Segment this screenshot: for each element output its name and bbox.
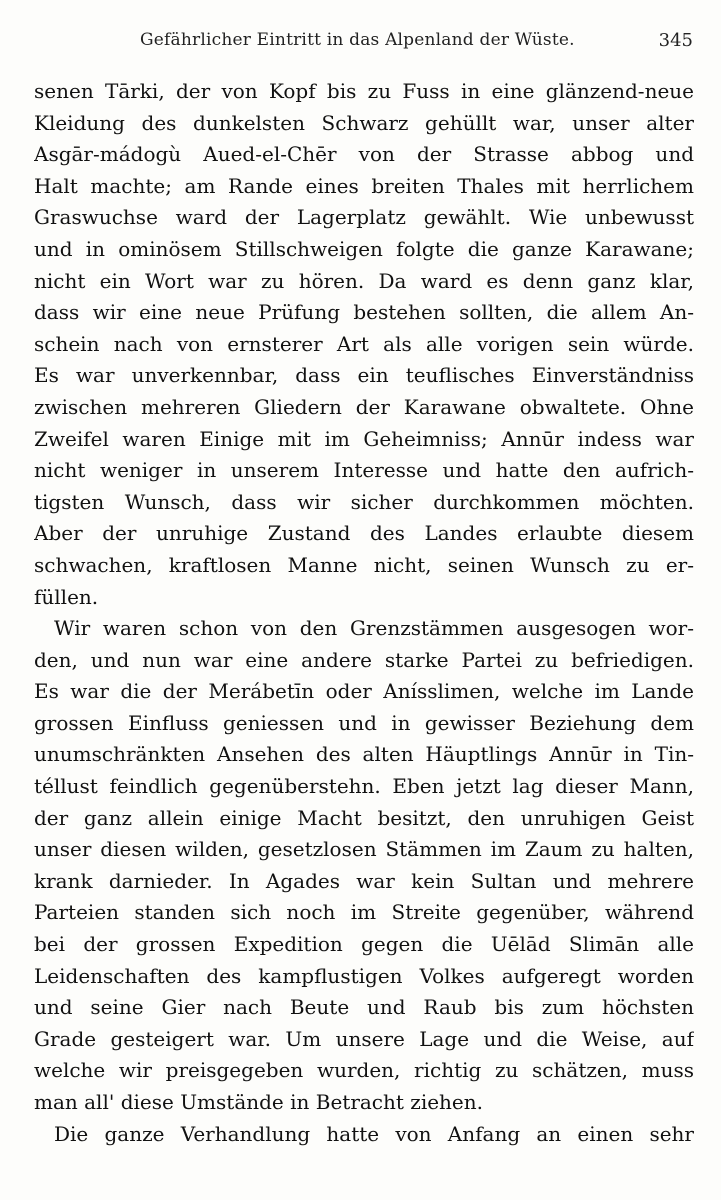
text-line: nicht weniger in unserem Interesse und hatte den aufrich-	[34, 458, 694, 483]
text-line: Die ganze Verhandlung hatte von Anfang an einen sehr	[54, 1121, 694, 1146]
text-line: und seine Gier nach Beute und Raub bis zum höchsten	[34, 995, 694, 1020]
text-line: Parteien standen sich noch im Streite gegenüber, während	[34, 900, 694, 925]
text-line: krank darnieder. In Agades war kein Sultan und mehrere	[34, 868, 694, 893]
text-line: den, und nun war eine andere starke Partei zu befriedigen.	[34, 647, 694, 672]
body-text	[34, 76, 694, 1150]
text-line: unumschränkten Ansehen des alten Häuptlings Annūr in Tin-	[34, 742, 694, 767]
text-line: Es war unverkennbar, dass ein teuflisches Einverständniss	[34, 363, 694, 388]
text-line: schwachen, kraftlosen Manne nicht, seinen Wunsch zu er-	[34, 552, 694, 577]
text-line: bei der grossen Expedition gegen die Uēlād Slimān alle	[34, 932, 694, 957]
text-line: man all' diese Umstände in Betracht ziehen.	[34, 1090, 484, 1114]
text-line: nicht ein Wort war zu hören. Da ward es denn ganz klar,	[34, 268, 694, 293]
text-line: grossen Einfluss geniessen und in gewisser Beziehung dem	[34, 710, 694, 735]
text-line: Asgār-mádogù Aued-el-Chēr von der Strasse abbog und	[34, 142, 694, 167]
text-line: welche wir preisgegeben wurden, richtig zu schätzen, muss	[34, 1058, 694, 1083]
text-line: Grade gesteigert war. Um unsere Lage und die Weise, auf	[34, 1026, 694, 1051]
text-line: Halt machte; am Rande eines breiten Thales mit herrlichem	[34, 173, 694, 198]
text-line: dass wir eine neue Prüfung bestehen sollten, die allem An-	[34, 300, 694, 325]
running-title: Gefährlicher Eintritt in das Alpenland der Wüste.	[140, 30, 575, 50]
text-line: Graswuchse ward der Lagerplatz gewählt. Wie unbewusst	[34, 205, 694, 230]
text-line: füllen.	[34, 584, 99, 609]
text-line: unser diesen wilden, gesetzlosen Stämmen im Zaum zu halten,	[34, 837, 694, 862]
text-line: zwischen mehreren Gliedern der Karawane obwaltete. Ohne	[34, 394, 694, 419]
text-line: Zweifel waren Einige mit im Geheimniss; Annūr indess war	[34, 426, 694, 451]
text-line: tigsten Wunsch, dass wir sicher durchkommen möchten.	[34, 489, 694, 514]
text-line: der ganz allein einige Macht besitzt, den unruhigen Geist	[34, 805, 694, 830]
text-line: schein nach von ernsterer Art als alle vorigen sein würde.	[34, 331, 694, 356]
text-line: und in ominösem Stillschweigen folgte die ganze Karawane;	[34, 236, 694, 261]
text-line: Kleidung des dunkelsten Schwarz gehüllt war, unser alter	[34, 110, 694, 135]
text-line: Wir waren schon von den Grenzstämmen ausgesogen wor-	[54, 616, 694, 641]
text-line: Leidenschaften des kampflustigen Volkes aufgeregt worden	[34, 963, 694, 988]
text-line: Aber der unruhige Zustand des Landes erlaubte diesem	[34, 521, 694, 546]
text-line: Es war die der Merábetīn oder Anísslimen, welche im Lande	[34, 679, 694, 704]
page-number: 345	[658, 30, 693, 51]
text-line: senen Tārki, der von Kopf bis zu Fuss in eine glänzend-neue	[34, 79, 694, 103]
text-line: téllust feindlich gegenüberstehn. Eben jetzt lag dieser Mann,	[34, 774, 694, 799]
